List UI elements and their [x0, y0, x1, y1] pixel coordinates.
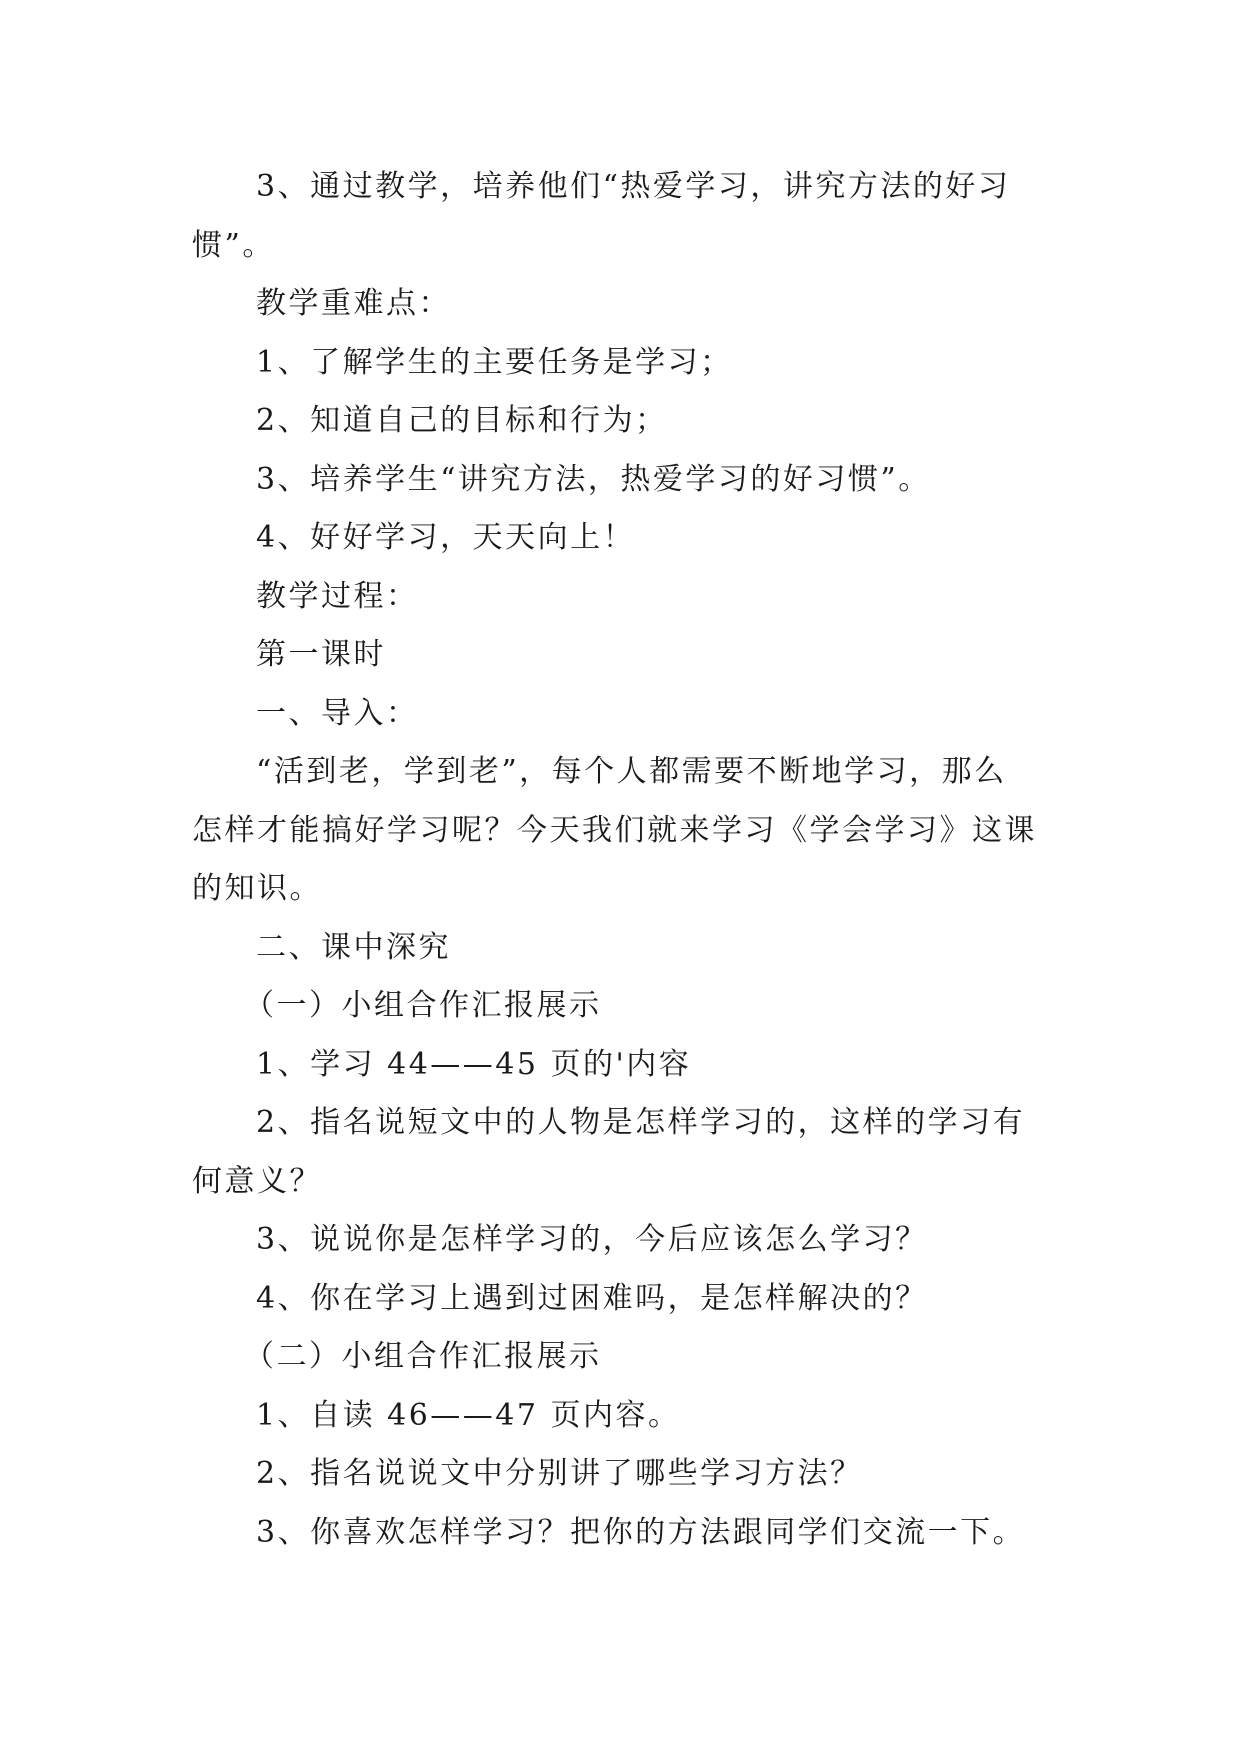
- text-line: 二、课中深究: [256, 929, 451, 965]
- document-body: [192, 158, 1050, 1562]
- text-line: 1、了解学生的主要任务是学习；: [256, 344, 733, 380]
- text-line: 的知识。: [192, 871, 322, 906]
- text-line: 3、说说你是怎样学习的，今后应该怎么学习？: [256, 1222, 928, 1257]
- text-line: 一、导入：: [256, 695, 419, 731]
- text-line: （二）小组合作汇报展示: [244, 1339, 602, 1374]
- text-line: 怎样才能搞好学习呢？今天我们就来学习《学会学习》这课: [192, 812, 1037, 848]
- text-line: 教学过程：: [256, 578, 419, 614]
- text-line: 3、你喜欢怎样学习？把你的方法跟同学们交流一下。: [256, 1514, 1026, 1550]
- text-line: 4、好好学习，天天向上！: [256, 520, 636, 555]
- text-line: 1、自读 46——47 页内容。: [256, 1397, 681, 1433]
- text-line: 3、培养学生“讲究方法，热爱学习的好习惯”。: [256, 461, 931, 497]
- text-line: 第一课时: [256, 637, 386, 672]
- text-line: （一）小组合作汇报展示: [244, 988, 602, 1023]
- text-line: 何意义？: [192, 1163, 322, 1199]
- text-line: 2、指名说短文中的人物是怎样学习的，这样的学习有: [256, 1105, 1026, 1140]
- text-line: “活到老，学到老”，每个人都需要不断地学习，那么: [256, 754, 1007, 789]
- text-line: 2、指名说说文中分别讲了哪些学习方法？: [256, 1456, 863, 1491]
- text-line: 2、知道自己的目标和行为；: [256, 403, 668, 438]
- text-line: 3、通过教学，培养他们“热爱学习，讲究方法的好习: [256, 169, 1011, 204]
- text-line: 惯”。: [192, 227, 275, 263]
- text-line: 教学重难点：: [256, 286, 451, 321]
- text-line: 1、学习 44——45 页的'内容: [256, 1046, 692, 1082]
- text-line: 4、你在学习上遇到过困难吗，是怎样解决的？: [256, 1280, 928, 1316]
